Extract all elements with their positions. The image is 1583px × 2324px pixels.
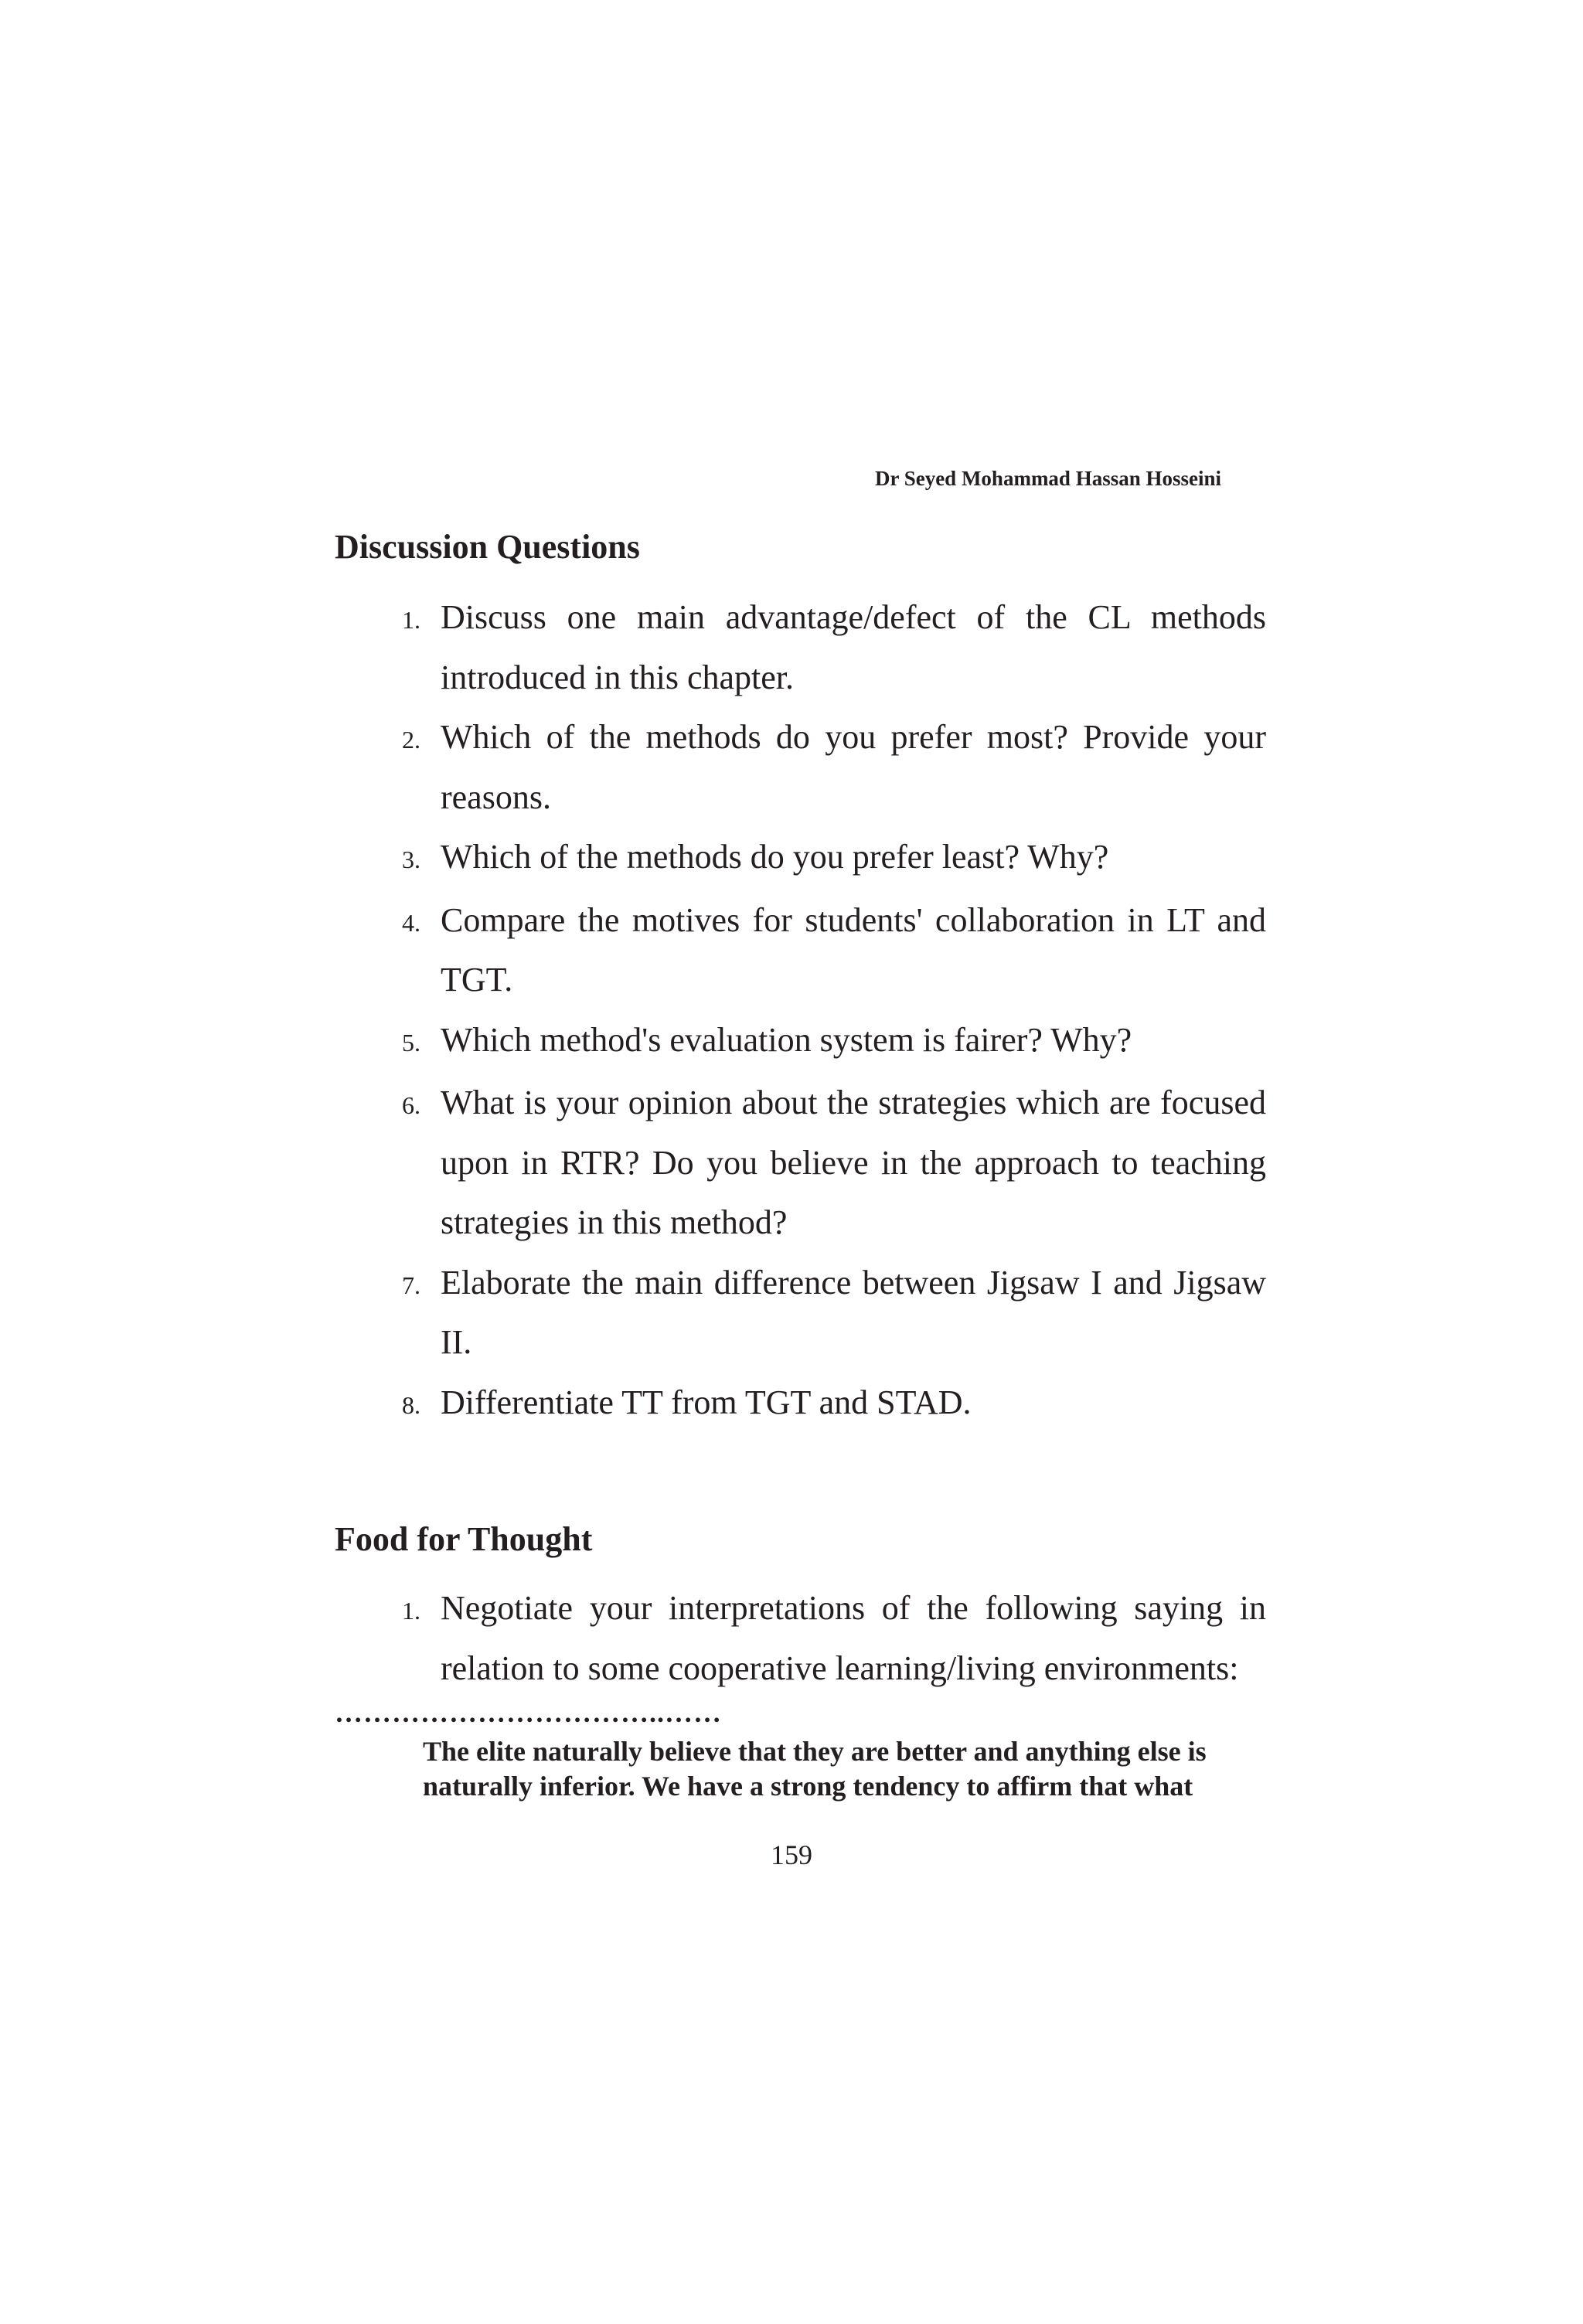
question-number: 4. [402,908,420,937]
discussion-question-7 [402,1253,1266,1373]
food-for-thought-list [402,1578,1266,1698]
question-number: 8. [402,1390,420,1419]
discussion-question-8 [402,1373,1266,1436]
question-text: What is your opinion about the strategies which are focused upon in RTR? Do you believe in the approach to teaching strategies in this method? [441,1084,1266,1241]
discussion-questions-list [402,587,1266,1435]
discussion-question-5 [402,1010,1266,1074]
discussion-questions-heading: Discussion Questions [335,528,640,566]
food-for-thought-item-1 [402,1578,1266,1698]
running-header-author: Dr Seyed Mohammad Hassan Hosseini [874,467,1221,490]
question-text: Which method's evaluation system is fairer? Why? [441,1020,1132,1059]
question-number: 1. [402,606,420,634]
page-number: 159 [771,1839,812,1870]
question-number: 5. [402,1028,420,1057]
food-for-thought-heading: Food for Thought [335,1520,593,1558]
quote-block [423,1734,1265,1804]
question-text: Elaborate the main difference between Jigsaw I and Jigsaw II. [441,1263,1266,1361]
question-text: Which of the methods do you prefer least? Why? [441,838,1109,876]
discussion-question-1 [402,587,1266,707]
quote-line: The elite naturally believe that they are better and anything else is [423,1736,1207,1767]
question-number: 6. [402,1091,420,1119]
question-number: 2. [402,726,420,754]
question-text: Compare the motives for students' collaboration in LT and TGT. [441,900,1266,999]
dotted-separator: ……………………………..…… [335,1697,722,1728]
question-number: 3. [402,846,420,873]
discussion-question-6 [402,1073,1266,1253]
question-text: Differentiate TT from TGT and STAD. [441,1383,972,1421]
item-number: 1. [402,1597,420,1625]
question-text: Discuss one main advantage/defect of the CL methods introduced in this chapter. [441,598,1266,696]
discussion-question-4 [402,890,1266,1010]
question-text: Which of the methods do you prefer most? Provide your reasons. [441,718,1266,816]
item-text: Negotiate your interpretations of the following saying in relation to some cooperative learning/living environments: [441,1589,1266,1687]
discussion-question-3 [402,827,1266,890]
discussion-question-2 [402,707,1266,827]
quote-line: naturally inferior. We have a strong tendency to affirm that what [423,1771,1193,1802]
question-number: 7. [402,1271,420,1299]
